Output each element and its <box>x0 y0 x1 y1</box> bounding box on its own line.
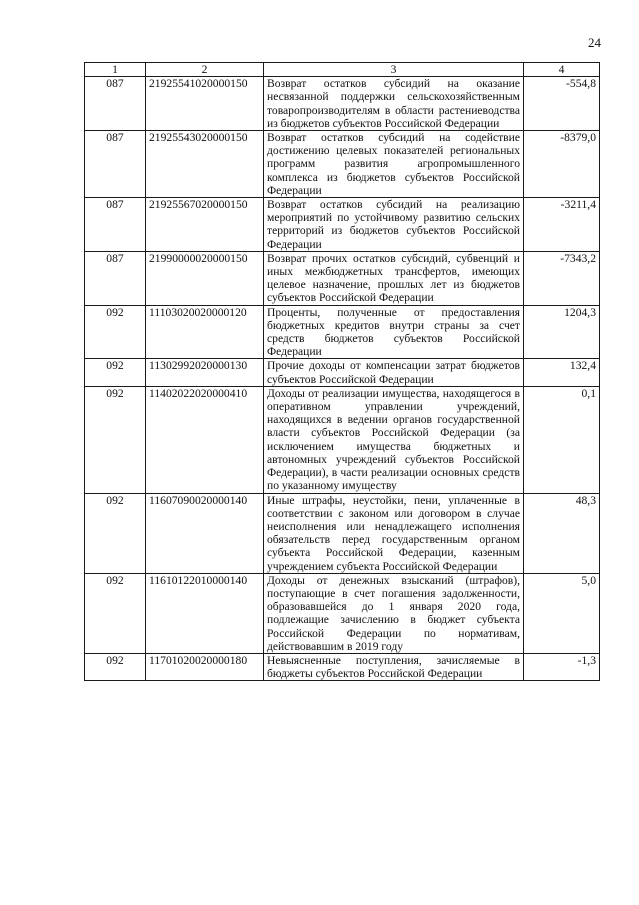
description-cell: Прочие доходы от компенсации затрат бюджетов субъектов Российской Федерации <box>264 359 524 386</box>
description-cell: Возврат остатков субсидий на реализацию мероприятий по устойчивому развитию сельских территорий из бюджетов субъектов Российской Федерации <box>264 198 524 252</box>
description-cell: Возврат прочих остатков субсидий, субвенций и иных межбюджетных трансфертов, имеющих целевое назначение, прошлых лет из бюджетов субъектов Российской Федерации <box>264 251 524 305</box>
amount-cell: -8379,0 <box>524 131 600 198</box>
admin-code-cell: 092 <box>85 305 146 359</box>
amount-cell: -1,3 <box>524 653 600 680</box>
admin-code-cell: 092 <box>85 359 146 386</box>
amount-cell: -3211,4 <box>524 198 600 252</box>
description-cell: Доходы от денежных взысканий (штрафов), поступающие в счет погашения задолженности, образовавшейся до 1 января 2020 года, подлежащие зачислению в бюджет субъекта Российской Федерации по нормативам, действовавшим в 2019 году <box>264 573 524 653</box>
budget-code-cell: 21990000020000150 <box>146 251 264 305</box>
description-cell: Иные штрафы, неустойки, пени, уплаченные в соответствии с законом или договором в случае неисполнения или ненадлежащего исполнения обязательств перед государственным органом субъекта Российской Федерации, казенным учреждением субъекта Российской Федерации <box>264 493 524 573</box>
amount-cell: -7343,2 <box>524 251 600 305</box>
description-cell: Проценты, полученные от предоставления бюджетных кредитов внутри страны за счет средств бюджетов субъектов Российской Федерации <box>264 305 524 359</box>
column-header-2: 2 <box>146 63 264 77</box>
budget-code-cell: 11103020020000120 <box>146 305 264 359</box>
budget-code-cell: 11302992020000130 <box>146 359 264 386</box>
table-row <box>85 573 600 653</box>
column-header-4: 4 <box>524 63 600 77</box>
amount-cell: 5,0 <box>524 573 600 653</box>
description-cell: Доходы от реализации имущества, находящегося в оперативном управлении учреждений, находящихся в ведении органов государственной власти субъектов Российской Федерации (за исключением имущества бюджетных и автономных учреждений субъектов Российской Федерации), в части реализации основных средств по указанному имуществу <box>264 386 524 493</box>
admin-code-cell: 092 <box>85 386 146 493</box>
table-row <box>85 493 600 573</box>
description-cell: Невыясненные поступления, зачисляемые в бюджеты субъектов Российской Федерации <box>264 653 524 680</box>
revenue-table <box>84 62 600 681</box>
budget-code-cell: 21925543020000150 <box>146 131 264 198</box>
table-header-row <box>85 63 600 77</box>
column-header-1: 1 <box>85 63 146 77</box>
admin-code-cell: 087 <box>85 198 146 252</box>
budget-code-cell: 21925541020000150 <box>146 77 264 131</box>
table-row <box>85 131 600 198</box>
description-cell: Возврат остатков субсидий на оказание несвязанной поддержки сельскохозяйственным товаропроизводителям в области растениеводства из бюджетов субъектов Российской Федерации <box>264 77 524 131</box>
table-row <box>85 251 600 305</box>
budget-code-cell: 11701020020000180 <box>146 653 264 680</box>
amount-cell: 0,1 <box>524 386 600 493</box>
amount-cell: 48,3 <box>524 493 600 573</box>
table-row <box>85 359 600 386</box>
description-cell: Возврат остатков субсидий на содействие достижению целевых показателей региональных программ развития агропромышленного комплекса из бюджетов субъектов Российской Федерации <box>264 131 524 198</box>
page-number: 24 <box>588 35 601 50</box>
budget-code-cell: 21925567020000150 <box>146 198 264 252</box>
admin-code-cell: 087 <box>85 251 146 305</box>
table-row <box>85 305 600 359</box>
column-header-3: 3 <box>264 63 524 77</box>
budget-code-cell: 11402022020000410 <box>146 386 264 493</box>
amount-cell: 132,4 <box>524 359 600 386</box>
admin-code-cell: 092 <box>85 573 146 653</box>
admin-code-cell: 092 <box>85 493 146 573</box>
amount-cell: 1204,3 <box>524 305 600 359</box>
budget-code-cell: 11607090020000140 <box>146 493 264 573</box>
admin-code-cell: 087 <box>85 77 146 131</box>
table-row <box>85 198 600 252</box>
admin-code-cell: 087 <box>85 131 146 198</box>
table-row <box>85 386 600 493</box>
table-row <box>85 653 600 680</box>
amount-cell: -554,8 <box>524 77 600 131</box>
budget-code-cell: 11610122010000140 <box>146 573 264 653</box>
table-row <box>85 77 600 131</box>
admin-code-cell: 092 <box>85 653 146 680</box>
